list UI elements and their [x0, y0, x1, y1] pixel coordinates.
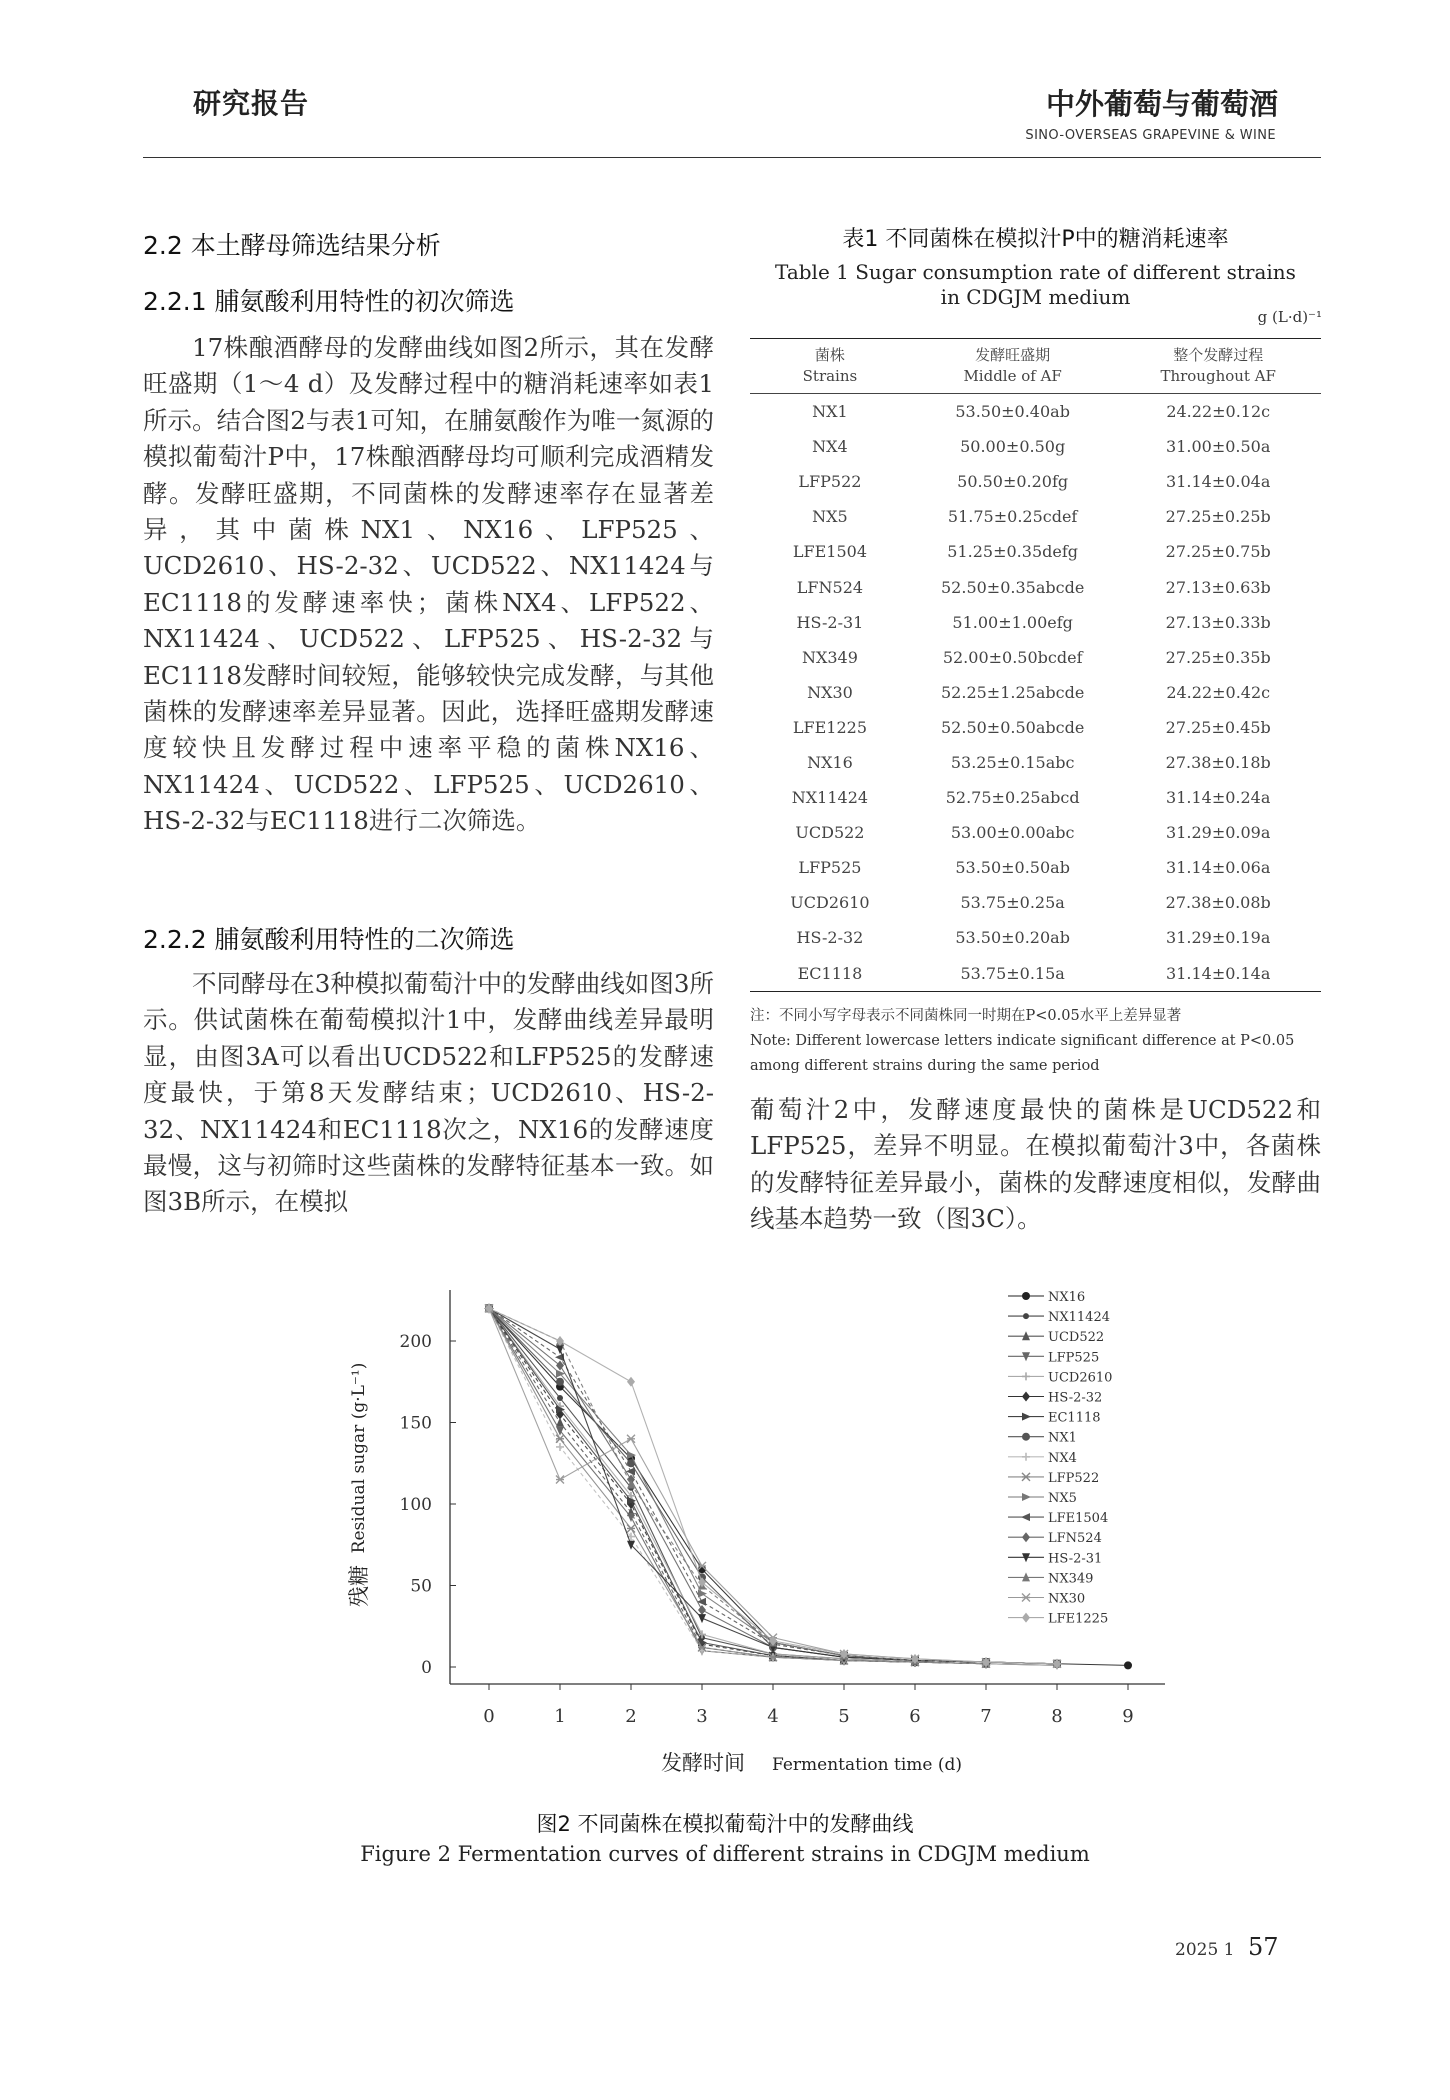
x-axis-label-en: Fermentation time (d) — [772, 1755, 963, 1775]
legend-marker — [1022, 1493, 1031, 1501]
legend-marker — [1022, 1473, 1030, 1481]
paragraph-2: 不同酵母在3种模拟葡萄汁中的发酵曲线如图3所示。供试菌株在葡萄模拟汁1中，发酵曲线差异最明显，由图3A可以看出UCD522和LFP525的发酵速度最快，于第8天发酵结束；UCD2610、HS-2-32、NX11424和EC1118次之，NX16的发酵速度最慢，这与初筛时这些菌株的发酵特征基本一致。如图3B所示，在模拟 — [143, 969, 714, 1217]
table-header-en: Strains — [802, 367, 858, 385]
legend-label: UCD522 — [1048, 1330, 1105, 1346]
table-cell: 52.75±0.25abcd — [945, 788, 1080, 808]
table-header-cn: 整个发酵过程 — [1173, 346, 1264, 364]
table-cell: UCD522 — [795, 823, 865, 843]
y-tick-label: 200 — [399, 1332, 432, 1352]
series-line — [489, 1308, 986, 1663]
table-cell: UCD2610 — [790, 893, 870, 913]
table-cell: HS-2-32 — [796, 928, 864, 948]
legend-label: LFN524 — [1048, 1531, 1102, 1547]
table-cell: 50.50±0.20fg — [957, 472, 1069, 492]
legend-label: HS-2-31 — [1048, 1551, 1103, 1567]
table-cell: NX16 — [807, 752, 853, 772]
series-line — [489, 1308, 1057, 1663]
legend-marker — [1022, 1433, 1030, 1441]
legend-marker — [1022, 1594, 1030, 1602]
paragraph-1: 17株酿酒酵母的发酵曲线如图2所示，其在发酵旺盛期（1～4 d）及发酵过程中的糖消耗速率如表1所示。结合图2与表1可知，在脯氨酸作为唯一氮源的模拟葡萄汁P中，17株酿酒酵母均可顺利完成酒精发酵。发酵旺盛期，不同菌株的发酵速率存在显著差异，其中菌株NX1、NX16、LFP525、UCD2610、HS-2-32、UCD522、NX11424与EC1118的发酵速率快；菌株NX4、LFP522、NX11424、UCD522、LFP525、HS-2-32与EC1118发酵时间较短，能够较快完成发酵，与其他菌株的发酵速率差异显著。因此，选择旺盛期发酵速度较快且发酵过程中速率平稳的菌株NX16、NX11424、UCD522、LFP525、UCD2610、HS-2-32与EC1118进行二次筛选。 — [143, 333, 714, 836]
table-cell: 52.50±0.35abcde — [941, 577, 1085, 597]
table-note-en-2: among different strains during the same period — [750, 1058, 1100, 1074]
table-cell: NX1 — [812, 402, 848, 422]
table-cell: 51.00±1.00efg — [952, 612, 1073, 632]
legend-label: NX349 — [1048, 1571, 1094, 1587]
table-cell: NX11424 — [791, 788, 869, 808]
legend-label: EC1118 — [1048, 1410, 1101, 1426]
x-tick-label: 2 — [625, 1706, 637, 1727]
table-header-en: Throughout AF — [1160, 367, 1276, 385]
table-cell: 27.25±0.25b — [1165, 507, 1271, 527]
series-line — [489, 1308, 986, 1663]
table-title-cn: 表1 不同菌株在模拟汁P中的糖消耗速率 — [842, 227, 1229, 252]
table-cell: NX5 — [812, 507, 848, 527]
legend-marker — [1022, 1372, 1030, 1380]
table-cell: 27.38±0.08b — [1165, 893, 1271, 913]
series-line — [489, 1308, 1057, 1663]
legend-marker — [1022, 1453, 1030, 1461]
table-cell: LFP525 — [798, 858, 862, 878]
x-tick-label: 4 — [767, 1706, 779, 1727]
journal-column-label: 研究报告 — [193, 87, 310, 120]
data-point — [698, 1605, 706, 1615]
series-line — [489, 1308, 1057, 1663]
table-cell: NX30 — [807, 682, 853, 702]
figure-caption-cn: 图2 不同菌株在模拟葡萄汁中的发酵曲线 — [536, 1812, 914, 1836]
y-tick-label: 150 — [399, 1413, 432, 1434]
legend-label: NX5 — [1048, 1491, 1077, 1506]
data-point — [556, 1435, 564, 1443]
table-cell: LFE1225 — [792, 717, 867, 737]
table-cell: 27.13±0.33b — [1165, 612, 1271, 632]
legend-label: NX1 — [1048, 1430, 1077, 1446]
data-point — [627, 1435, 635, 1443]
table-cell: 27.25±0.75b — [1165, 542, 1271, 562]
table-cell: 27.25±0.35b — [1165, 647, 1271, 667]
legend-label: LFE1504 — [1048, 1511, 1109, 1527]
table-cell: EC1118 — [750, 956, 910, 992]
section-heading-2-2: 2.2 本土酵母筛选结果分析 — [143, 231, 441, 260]
table-note-cn: 注：不同小写字母表示不同菌株同一时期在P<0.05水平上差异显著 — [750, 1008, 1182, 1024]
series-line — [489, 1308, 986, 1663]
legend-marker — [1022, 1392, 1030, 1402]
x-tick-label: 5 — [838, 1706, 850, 1727]
table-cell: NX349 — [801, 647, 858, 667]
table-cell: 51.25±0.35defg — [947, 542, 1078, 562]
table-cell: 31.29±0.19a — [1166, 928, 1271, 948]
x-axis-label-cn: 发酵时间 — [661, 1751, 745, 1775]
table-cell: NX4 — [812, 437, 848, 457]
table-cell: 53.50±0.40ab — [955, 402, 1070, 422]
table-cell: 53.25±0.15abc — [950, 752, 1075, 772]
legend-label: LFP522 — [1048, 1470, 1100, 1486]
table-cell: 52.00±0.50bcdef — [942, 647, 1083, 667]
series-line — [489, 1308, 1057, 1663]
x-tick-label: 1 — [554, 1706, 566, 1727]
series-line — [489, 1308, 1057, 1663]
data-point — [557, 1395, 563, 1401]
legend-label: NX16 — [1048, 1290, 1086, 1305]
legend-label: NX30 — [1048, 1591, 1086, 1607]
legend-marker — [1023, 1313, 1029, 1319]
table-cell: 53.50±0.20ab — [955, 928, 1070, 948]
table-cell: 53.50±0.50ab — [955, 858, 1070, 878]
section-heading-2-2-2: 2.2.2 脯氨酸利用特性的二次筛选 — [143, 925, 515, 954]
legend-label: LFP525 — [1048, 1350, 1100, 1366]
series-line — [489, 1308, 1057, 1663]
table-header-en: Middle of AF — [963, 367, 1062, 385]
legend-marker — [1022, 1613, 1030, 1623]
table-cell: 27.13±0.63b — [1165, 577, 1271, 597]
legend-label: HS-2-32 — [1048, 1390, 1103, 1406]
data-point — [1124, 1661, 1132, 1669]
series-line — [489, 1308, 1057, 1663]
section-heading-2-2-1: 2.2.1 脯氨酸利用特性的初次筛选 — [143, 287, 515, 316]
y-tick-label: 100 — [399, 1495, 432, 1515]
legend-marker — [1022, 1413, 1031, 1421]
table-cell: 31.14±0.06a — [1166, 858, 1271, 878]
table-cell: 53.00±0.00abc — [950, 823, 1075, 843]
table-cell: LFP522 — [798, 472, 862, 492]
legend-label: LFE1225 — [1048, 1611, 1109, 1627]
table-note-en-1: Note: Different lowercase letters indicate significant difference at P<0.05 — [750, 1033, 1295, 1049]
data-point — [697, 1598, 706, 1606]
y-axis-label-en: Residual sugar (g·L⁻¹) — [349, 1362, 369, 1554]
data-point — [627, 1377, 635, 1387]
y-tick-label: 0 — [421, 1658, 432, 1678]
x-tick-label: 0 — [483, 1706, 495, 1727]
table-title-en-line2: in CDGJM medium — [940, 285, 1131, 309]
table-cell: LFE1504 — [792, 542, 867, 562]
table-cell: 53.75±0.25a — [960, 893, 1065, 913]
table-cell: 52.50±0.50abcde — [941, 717, 1085, 737]
table-cell: 31.14±0.14a — [1115, 956, 1321, 992]
x-tick-label: 8 — [1051, 1706, 1063, 1727]
issue-number: 2025 1 — [1175, 1940, 1235, 1960]
table-unit: g (L·d)⁻¹ — [1257, 308, 1322, 326]
y-axis-label-cn: 残糖 — [347, 1565, 371, 1607]
series-line — [489, 1308, 986, 1663]
data-point — [556, 1378, 564, 1386]
series-line — [489, 1308, 1057, 1665]
legend-label: UCD2610 — [1048, 1370, 1113, 1386]
table-cell: 52.25±1.25abcde — [941, 682, 1085, 702]
x-tick-label: 3 — [696, 1706, 708, 1727]
table-cell: 31.14±0.04a — [1166, 472, 1271, 492]
table-cell: 31.00±0.50a — [1166, 437, 1271, 457]
figure-caption-en: Figure 2 Fermentation curves of different strains in CDGJM medium — [360, 1842, 1090, 1866]
legend-marker — [1021, 1513, 1030, 1521]
legend-label: NX4 — [1048, 1450, 1077, 1466]
series-line — [489, 1308, 986, 1663]
series-line — [489, 1308, 986, 1663]
table-cell: 31.29±0.09a — [1166, 823, 1271, 843]
table-cell: 27.25±0.45b — [1165, 717, 1271, 737]
page-number: 57 — [1248, 1933, 1279, 1961]
x-tick-label: 9 — [1122, 1706, 1134, 1727]
table-title-en-line1: Table 1 Sugar consumption rate of different strains — [775, 260, 1296, 284]
table-cell: LFN524 — [796, 577, 864, 597]
table-cell: 53.75±0.15a — [910, 956, 1116, 992]
table-header-cn: 发酵旺盛期 — [975, 346, 1051, 364]
data-point — [556, 1476, 564, 1484]
data-point — [627, 1524, 635, 1532]
table-header-cn: 菌株 — [814, 346, 845, 364]
legend-marker — [1022, 1532, 1030, 1542]
table-cell: 51.75±0.25cdef — [947, 507, 1078, 527]
table-cell: 31.14±0.24a — [1166, 788, 1271, 808]
legend-label: NX11424 — [1048, 1310, 1110, 1326]
table-cell: 24.22±0.12c — [1166, 402, 1271, 422]
data-point — [556, 1443, 564, 1451]
legend-marker — [1022, 1292, 1030, 1300]
table-cell: 24.22±0.42c — [1166, 682, 1271, 702]
x-tick-label: 7 — [980, 1706, 992, 1727]
journal-subtitle: SINO-OVERSEAS GRAPEVINE & WINE — [1025, 128, 1276, 143]
x-tick-label: 6 — [909, 1706, 921, 1727]
journal-title: 中外葡萄与葡萄酒 — [1045, 87, 1278, 121]
series-line — [489, 1308, 1057, 1663]
table-cell: 50.00±0.50g — [960, 437, 1066, 457]
series-line — [489, 1308, 1057, 1665]
table-cell: 27.38±0.18b — [1165, 752, 1271, 772]
series-line — [489, 1308, 1128, 1665]
paragraph-3: 葡萄汁2中，发酵速度最快的菌株是UCD522和LFP525，差异不明显。在模拟葡萄汁3中，各菌株的发酵特征差异最小，菌株的发酵速度相似，发酵曲线基本趋势一致（图3C）。 — [750, 1095, 1321, 1234]
table-cell: HS-2-31 — [796, 612, 864, 632]
y-tick-label: 50 — [410, 1576, 432, 1597]
data-point — [698, 1614, 706, 1623]
